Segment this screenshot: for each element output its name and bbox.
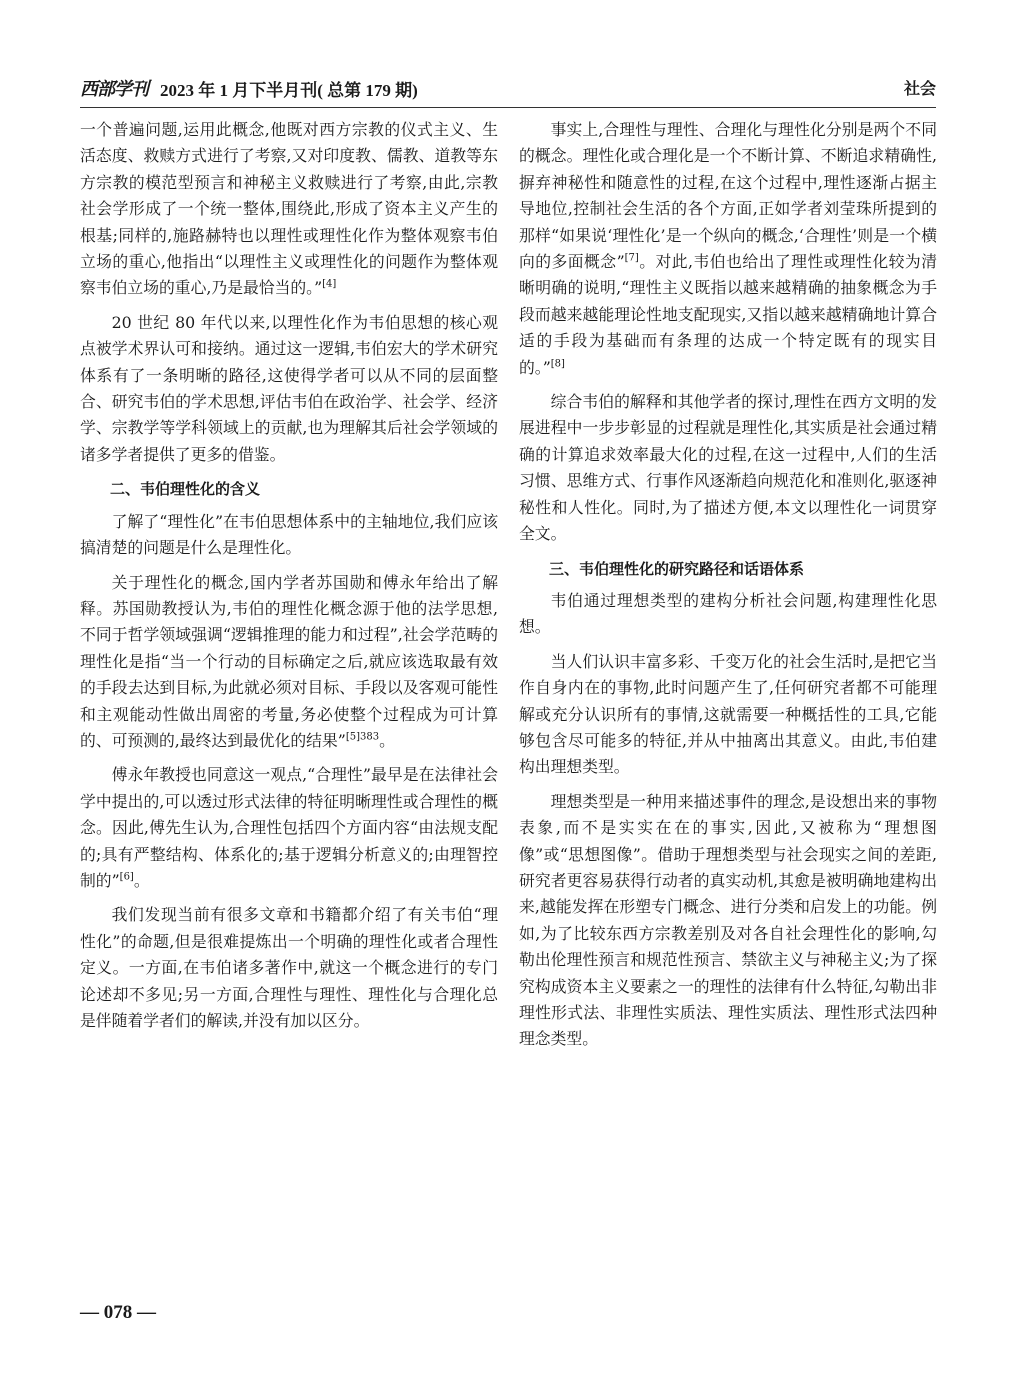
page-number: — 078 —: [80, 1302, 156, 1323]
citation-8: [8]: [550, 358, 565, 370]
right-paragraph-1: [519, 117, 937, 381]
right-paragraph-5: 理想类型是一种用来描述事件的理念,是设想出来的事物表象,而不是实实在在的事实,因此,又被称为“理想图像”或“思想图像”。借助于理想类型与社会现实之间的差距,研究者更容易获得行动者的真实动机,其愈是被明确地建构出来,越能发挥在形塑专门概念、进行分类和启发上的功能。例如,为了比较东西方宗教差别及对各自社会理性化的影响,勾勒出伦理性预言和规范性预言、禁欲主义与神秘主义;为了探究构成资本主义要素之一的理性的法律有什么特征,勾勒出非理性形式法、非理性实质法、理性实质法、理性形式法四种理念类型。: [519, 791, 937, 1049]
right-paragraph-2: 综合韦伯的解释和其他学者的探讨,理性在西方文明的发展进程中一步步彰显的过程就是理性化,其实质是社会通过精确的计算追求效率最大化的过程,在这一过程中,人们的生活习惯、思维方式、行事作风逐渐趋向规范化和准则化,驱逐神秘性和人性化。同时,为了描述方便,本文以理性化一词贯穿全文。: [519, 392, 937, 544]
left-p1-text: 一个普遍问题,运用此概念,他既对西方宗教的仪式主义、生活态度、救赎方式进行了考察,又对印度教、儒教、道教等东方宗教的模范型预言和神秘主义救赎进行了考察,由此,宗教社会学形成了一个统一整体,围绕此,形成了资本主义产生的根基;同样的,施路赫特也以理性或理性化作为整体观察韦伯立场的重心,他指出“以理性主义或理性化的问题作为整体观察韦伯立场的重心,乃是最恰当的。”: [80, 120, 498, 298]
left-paragraph-6: 我们发现当前有很多文章和书籍都介绍了有关韦伯“理性化”的命题,但是很难提炼出一个明确的理性化或者合理性定义。一方面,在韦伯诸多著作中,就这一个概念进行的专门论述却不多见;另一方面,合理性与理性、理性化与合理化总是伴随着学者们的解读,并没有加以区分。: [80, 905, 498, 1030]
header-rule: [80, 107, 936, 108]
left-column: [80, 117, 498, 1042]
citation-4: [4]: [322, 279, 337, 291]
right-paragraph-4: 当人们认识丰富多彩、千变万化的社会生活时,是把它当作自身内在的事物,此时问题产生了,任何研究者都不可能理解或充分认识所有的事情,这就需要一种概括性的工具,它能够包含尽可能多的特征,并从中抽离出其意义。由此,韦伯建构出理想类型。: [519, 651, 937, 777]
journal-issue: 2023 年 1 月下半月刊( 总第 179 期): [160, 81, 418, 100]
left-paragraph-1: [80, 117, 498, 302]
left-p5-end: 。: [133, 870, 150, 890]
citation-7: [7]: [624, 252, 639, 264]
citation-5: [5]383: [345, 731, 380, 743]
right-column: [519, 117, 937, 1061]
left-paragraph-3: 了解了“理性化”在韦伯思想体系中的主轴地位,我们应该搞清楚的问题是什么是理性化。: [80, 511, 498, 558]
section-name: 社会: [903, 79, 936, 98]
right-paragraph-3: 韦伯通过理想类型的建构分析社会问题,构建理性化思想。: [519, 590, 937, 637]
left-paragraph-2: 20 世纪 80 年代以来,以理性化作为韦伯思想的核心观点被学术界认可和接纳。通过这一逻辑,韦伯宏大的学术研究体系有了一条明晰的路径,这使得学者可以从不同的层面整合、研究韦伯的学术思想,评估韦伯在政治学、社会学、经济学、宗教学等学科领域上的贡献,也为理解其后社会学领域的诸多学者提供了更多的借鉴。: [80, 312, 498, 464]
section-heading-3: 三、韦伯理性化的研究路径和话语体系: [549, 559, 805, 578]
left-p5-text: 傅永年教授也同意这一观点,“合理性”最早是在法律社会学中提出的,可以透过形式法律的特征明晰理性或合理性的概念。因此,傅先生认为,合理性包括四个方面内容“由法规支配的;具有严整结构、体系化的;基于逻辑分析意义的;由理智控制的”: [80, 765, 498, 890]
page-header: [80, 73, 936, 103]
left-p4-text: 关于理性化的概念,国内学者苏国勋和傅永年给出了解释。苏国勋教授认为,韦伯的理性化概念源于他的法学思想,不同于哲学领域强调“逻辑推理的能力和过程”,社会学范畴的理性化是指“当一个行动的目标确定之后,就应该选取最有效的手段去达到目标,为此就必须对目标、手段以及客观可能性和主观能动性做出周密的考量,务必使整个过程成为可计算的、可预测的,最终达到最优化的结果”: [80, 572, 498, 750]
right-p1-text: 事实上,合理性与理性、合理化与理性化分别是两个不同的概念。理性化或合理化是一个不断计算、不断追求精确性,摒弃神秘性和随意性的过程,在这个过程中,理性逐渐占据主导地位,控制社会生活的各个方面,正如学者刘莹珠所提到的那样“如果说‘理性化’是一个纵向的概念,‘合理性’则是一个横向的多面概念”: [519, 120, 937, 272]
left-p4-end: 。: [379, 730, 395, 750]
right-p1-cont: 。对此,韦伯也给出了理性或理性化较为清晰明确的说明,“理性主义既指以越来越精确的抽象概念为手段而越来越能理论性地支配现实,又指以越来越精确地计算合适的手段为基础而有条理的达成一个特定既有的现实目的。”: [519, 252, 937, 377]
section-heading-2: 二、韦伯理性化的含义: [110, 480, 261, 499]
left-paragraph-5: [80, 762, 498, 894]
journal-logo: 西部学刊: [80, 79, 148, 100]
left-paragraph-4: [80, 570, 498, 755]
citation-6: [6]: [119, 871, 134, 883]
